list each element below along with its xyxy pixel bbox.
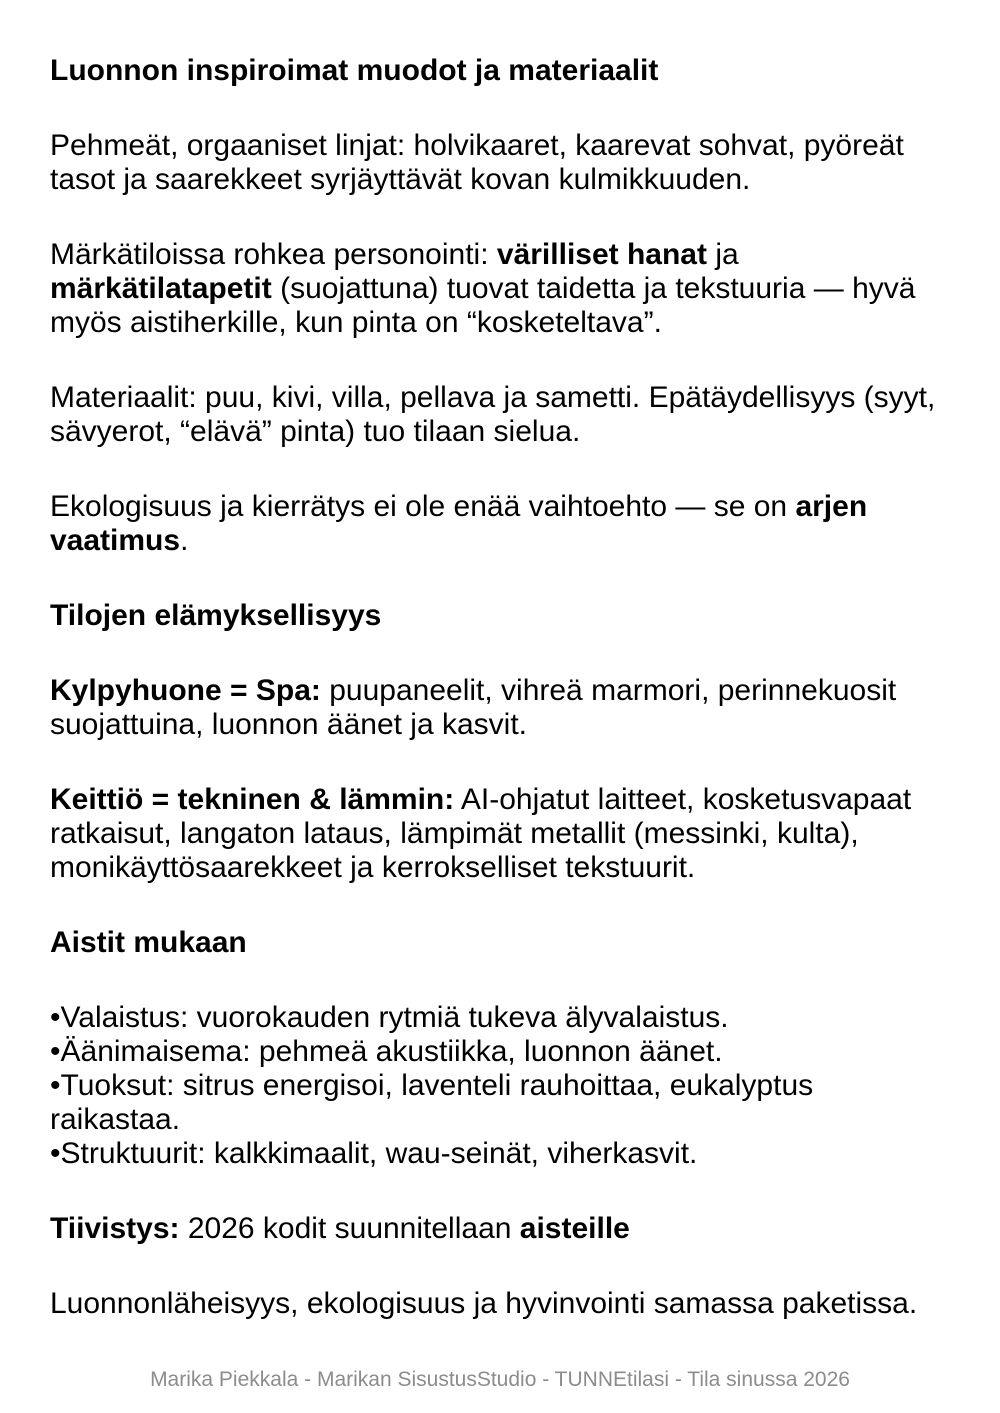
bold-text-run: märkätilatapetit	[50, 272, 272, 305]
text-run: .	[180, 524, 189, 557]
bold-text-run: Aistit mukaan	[50, 926, 247, 959]
page-footer: Marika Piekkala - Marikan SisustusStudio - TUNNEtilasi - Tila sinussa 2026	[150, 1368, 850, 1391]
bullet-item: •Struktuurit: kalkkimaalit, wau-seinät, viherkasvit.	[50, 1137, 698, 1170]
para-kitchen	[50, 783, 945, 885]
document-content	[50, 54, 945, 1362]
text-run: puupaneelit, vihreä marmori, perinnekuosit suojattuina, luonnon äänet ja kasvit.	[50, 674, 897, 741]
text-run: ja	[706, 238, 739, 271]
heading-experience	[50, 599, 945, 633]
para-ecology	[50, 490, 945, 558]
text-run: Ekologisuus ja kierrätys ei ole enää vaihtoehto — se on	[50, 490, 796, 523]
para-materials	[50, 381, 945, 449]
text-run: Märkätiloissa rohkea personointi:	[50, 238, 497, 271]
text-run: AI-ohjatut laitteet, kosketusvapaat ratkaisut, langaton lataus, lämpimät metallit (messinki, kulta), monikäyttösaarekkeet ja kerrokselliset tekstuurit.	[50, 783, 912, 884]
bold-text-run: Luonnon inspiroimat muodot ja materiaalit	[50, 54, 659, 87]
text-run: 2026 kodit suunnitellaan	[179, 1212, 520, 1245]
heading-main	[50, 54, 945, 88]
bold-text-run: värilliset hanat	[496, 238, 707, 271]
para-organic-lines	[50, 129, 945, 197]
para-closing	[50, 1287, 945, 1321]
bold-text-run: arjen vaatimus	[50, 490, 868, 557]
text-run: Luonnonläheisyys, ekologisuus ja hyvinvointi samassa paketissa.	[50, 1287, 918, 1320]
bullet-list	[50, 1001, 945, 1171]
para-wet-rooms	[50, 238, 945, 340]
bold-text-run: Keittiö = tekninen & lämmin:	[50, 783, 455, 816]
bold-text-run: Tiivistys:	[50, 1212, 180, 1245]
bold-text-run: Tilojen elämyksellisyys	[50, 599, 382, 632]
text-run: Pehmeät, orgaaniset linjat: holvikaaret, kaarevat sohvat, pyöreät tasot ja saarekkeet syrjäyttävät kovan kulmikkuuden.	[50, 129, 904, 196]
bullet-item: •Valaistus: vuorokauden rytmiä tukeva älyvalaistus.	[50, 1001, 729, 1034]
bold-text-run: aisteille	[519, 1212, 630, 1245]
bullet-item: •Äänimaisema: pehmeä akustiikka, luonnon äänet.	[50, 1035, 723, 1068]
text-run: (suojattuna) tuovat taidetta ja tekstuuria — hyvä myös aistiherkille, kun pinta on “kosketeltava”.	[50, 272, 916, 339]
text-run: Materiaalit: puu, kivi, villa, pellava ja sametti. Epätäydellisyys (syyt, sävyerot, “elävä” pinta) tuo tilaan sielua.	[50, 381, 936, 448]
bullet-item: •Tuoksut: sitrus energisoi, laventeli rauhoittaa, eukalyptus raikastaa.	[50, 1069, 814, 1136]
heading-senses	[50, 926, 945, 960]
bold-text-run: Kylpyhuone = Spa:	[50, 674, 321, 707]
para-summary	[50, 1212, 945, 1246]
para-bathroom	[50, 674, 945, 742]
